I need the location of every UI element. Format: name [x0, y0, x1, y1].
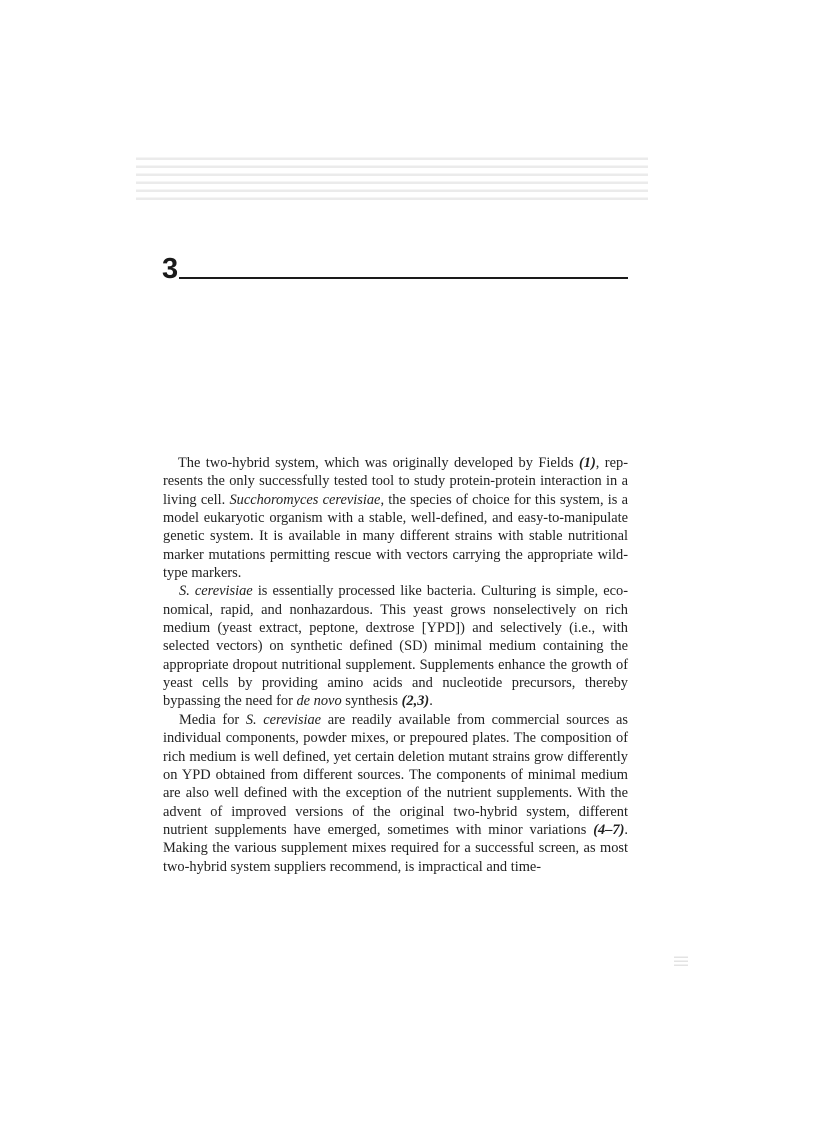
italic-term: S. cerevisiae [179, 583, 253, 600]
text-run: , the species of choice for this system, is a model eukaryotic organism with a stable, well-defined, and easy-to-manipulate genetic system. It is available in many different strains with stable nutritional marker mutations permitting rescue with vectors carrying the appropriate wild-type markers. [163, 491, 628, 582]
faded-page-mark [674, 954, 688, 966]
paragraph-2 [163, 582, 628, 710]
text-run: . Making the various supplement mixes required for a successful screen, as most two-hybrid system suppliers recommend, is impractical and time- [163, 821, 628, 875]
italic-term: S. cerevisiae [245, 711, 322, 728]
citation-ref: (2,3) [401, 693, 430, 710]
text-run: . [429, 693, 433, 710]
text-run: , represents the only successfully tested tool to study protein-protein interaction in a living cell. [163, 455, 628, 508]
text-run: are readily available from commercial sources as individual components, powder mixes, or prepoured plates. The composition of rich medium is well defined, yet certain deletion mutant strains grow differently on YPD obtained from different sources. The components of minimal medium are also well defined with the exception of the nutrient supplements. With the advent of improved versions of the original two-hybrid system, different nutrient supplements have emerged, sometimes with minor variations [163, 711, 629, 838]
paragraph-1 [163, 454, 628, 582]
body-text [163, 454, 628, 876]
text-run: is essentially processed like bacteria. Culturing is simple, economical, rapid, and nonhazardous. This yeast grows nonselectively on rich medium (yeast extract, peptone, dextrose [YPD]) and selectively (i.e., with selected vectors) on synthetic defined (SD) minimal medium containing the appropriate dropout nutritional supplement. Supplements enhance the growth of yeast cells by providing amino acids and nucleotide precursors, thereby bypassing the need for [163, 583, 628, 710]
chapter-number: 3 [162, 253, 179, 285]
text-run: The two-hybrid system, which was originally developed by Fields [178, 455, 579, 471]
italic-term: de novo [296, 693, 342, 710]
faded-header-text [136, 152, 648, 204]
paragraph-3 [163, 711, 628, 876]
text-run: Media for [179, 711, 246, 728]
chapter-rule [179, 277, 628, 279]
citation-ref: (1) [579, 455, 596, 471]
italic-term: Succhoromyces cerevisiae [229, 491, 381, 508]
text-run: synthesis [341, 693, 402, 710]
chapter-heading [162, 252, 628, 286]
citation-ref: (4–7) [593, 821, 625, 838]
